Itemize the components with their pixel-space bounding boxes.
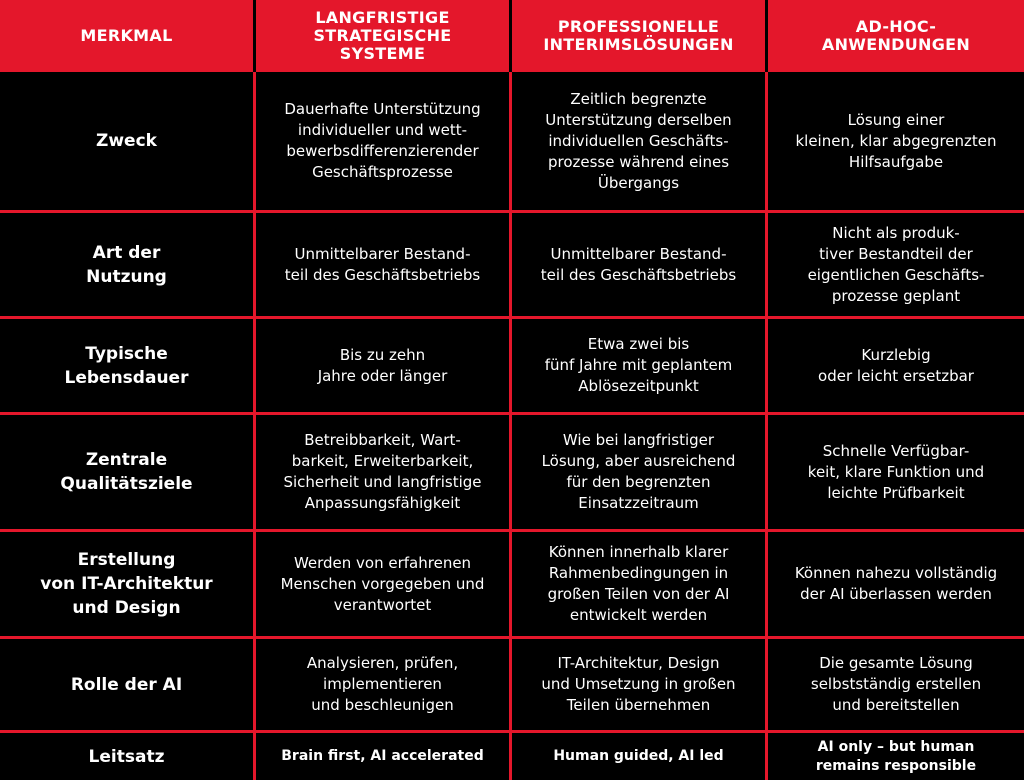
cell-nutzung-langfristig: Unmittelbarer Bestand- teil des Geschäftsbetriebs — [256, 213, 512, 319]
cell-nutzung-interim: Unmittelbarer Bestand- teil des Geschäftsbetriebs — [512, 213, 768, 319]
cell-leitsatz-langfristig: Brain first, AI accelerated — [256, 733, 512, 780]
cell-erstellung-langfristig: Werden von erfahrenen Menschen vorgegeben und verantwortet — [256, 532, 512, 639]
row-label-leitsatz: Leitsatz — [0, 733, 256, 780]
row-label-art-der-nutzung: Art der Nutzung — [0, 213, 256, 319]
row-label-qualitaetsziele: Zentrale Qualitätsziele — [0, 415, 256, 532]
cell-zweck-adhoc: Lösung einer kleinen, klar abgegrenzten Hilfsaufgabe — [768, 72, 1024, 213]
row-label-erstellung: Erstellung von IT-Architektur und Design — [0, 532, 256, 639]
cell-rolle-langfristig: Analysieren, prüfen, implementieren und beschleunigen — [256, 639, 512, 733]
cell-zweck-langfristig: Dauerhafte Unterstützung individueller und wett- bewerbsdifferenzierender Geschäftsprozesse — [256, 72, 512, 213]
cell-qualitaet-langfristig: Betreibbarkeit, Wart- barkeit, Erweiterbarkeit, Sicherheit und langfristige Anpassungsfähigkeit — [256, 415, 512, 532]
cell-qualitaet-interim: Wie bei langfristiger Lösung, aber ausreichend für den begrenzten Einsatzzeitraum — [512, 415, 768, 532]
header-merkmal: MERKMAL — [0, 0, 256, 72]
row-label-zweck: Zweck — [0, 72, 256, 213]
row-label-lebensdauer: Typische Lebensdauer — [0, 319, 256, 415]
cell-rolle-interim: IT-Architektur, Design und Umsetzung in großen Teilen übernehmen — [512, 639, 768, 733]
header-langfristige-systeme: LANGFRISTIGE STRATEGISCHE SYSTEME — [256, 0, 512, 72]
cell-rolle-adhoc: Die gesamte Lösung selbstständig erstellen und bereitstellen — [768, 639, 1024, 733]
cell-erstellung-interim: Können innerhalb klarer Rahmenbedingungen in großen Teilen von der AI entwickelt werden — [512, 532, 768, 639]
cell-qualitaet-adhoc: Schnelle Verfügbar- keit, klare Funktion und leichte Prüfbarkeit — [768, 415, 1024, 532]
cell-nutzung-adhoc: Nicht als produk- tiver Bestandteil der eigentlichen Geschäfts- prozesse geplant — [768, 213, 1024, 319]
row-label-rolle-der-ai: Rolle der AI — [0, 639, 256, 733]
cell-leitsatz-interim: Human guided, AI led — [512, 733, 768, 780]
cell-erstellung-adhoc: Können nahezu vollständig der AI überlassen werden — [768, 532, 1024, 639]
header-ad-hoc-anwendungen: AD-HOC- ANWENDUNGEN — [768, 0, 1024, 72]
cell-lebensdauer-adhoc: Kurzlebig oder leicht ersetzbar — [768, 319, 1024, 415]
cell-lebensdauer-interim: Etwa zwei bis fünf Jahre mit geplantem Ablösezeitpunkt — [512, 319, 768, 415]
cell-leitsatz-adhoc: AI only – but human remains responsible — [815, 738, 977, 774]
cell-lebensdauer-langfristig: Bis zu zehn Jahre oder länger — [256, 319, 512, 415]
header-interimsloesungen: PROFESSIONELLE INTERIMSLÖSUNGEN — [512, 0, 768, 72]
cell-zweck-interim: Zeitlich begrenzte Unterstützung derselben individuellen Geschäfts- prozesse während eines Übergangs — [512, 72, 768, 213]
